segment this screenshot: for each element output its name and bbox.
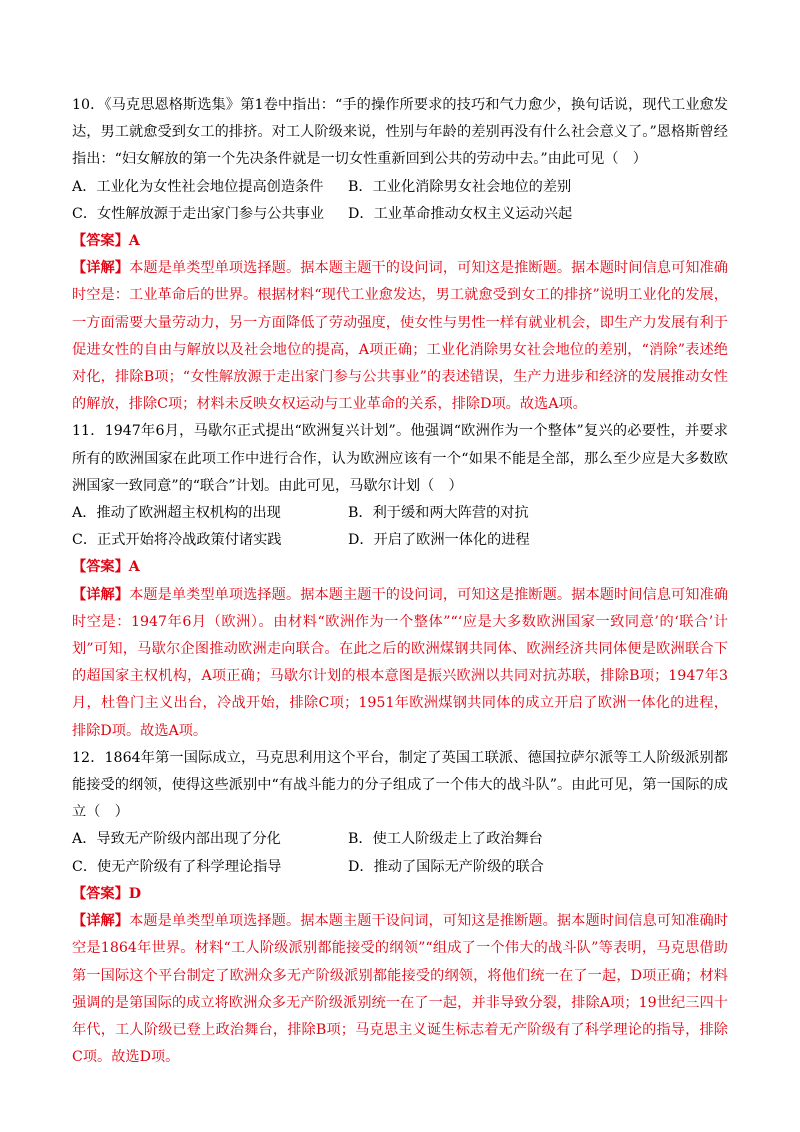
explanation	[72, 255, 728, 418]
explanation-text: 本题是单类型单项选择题。据本题主题干设问词，可知这是推断题。据本题时间信息可知准确时空是1864年世界。材料“工人阶级派别都能接受的纲领”“组成了一个伟大的战斗队”等表明，马克思借助第一国际这个平台制定了欧洲众多无产阶级派别都能接受的纲领，将他们统一在了一起，D项正确；材料强调的是第国际的成立将欧洲众多无产阶级派别统一在了一起，并非导致分裂，排除A项；19世纪三四十年代，工人阶级已登上政治舞台，排除B项；马克思主义诞生标志着无产阶级有了科学理论的指导，排除C项。故选D项。	[72, 913, 728, 1066]
explanation	[72, 582, 728, 745]
option-b: B．利于缓和两大阵营的对抗	[348, 505, 529, 522]
option-d: D．开启了欧洲一体化的进程	[348, 532, 530, 549]
answer-line	[72, 554, 728, 581]
option-a: A．导致无产阶级内部出现了分化	[72, 831, 281, 848]
question-11	[72, 418, 728, 744]
option-list	[72, 500, 728, 554]
explanation-text: 本题是单类型单项选择题。据本题主题干的设问词，可知这是推断题。据本题时间信息可知准确时空是：1947年6月（欧洲）。由材料“欧洲作为一个整体”“‘应是大多数欧洲国家一致同意’的‘联合’计划”可知，马歇尔企图推动欧洲走向联合。在此之后的欧洲煤钢共同体、欧洲经济共同体便是欧洲联合下的超国家主权机构，A项正确；马歇尔计划的根本意图是振兴欧洲以共同对抗苏联，排除B项；1947年3月，杜鲁门主义出台，冷战开始，排除C项；1951年欧洲煤钢共同体的成立开启了欧洲一体化的进程，排除D项。故选A项。	[72, 586, 728, 739]
option-a: A．推动了欧洲超主权机构的出现	[72, 505, 281, 522]
answer-label: 【答案】	[72, 559, 129, 576]
answer-label: 【答案】	[72, 885, 129, 902]
option-a: A．工业化为女性社会地位提高创造条件	[72, 178, 324, 195]
document-page	[72, 92, 728, 1071]
question-stem: 10．《马克思恩格斯选集》第1卷中指出：“手的操作所要求的技巧和气力愈少，换句话说，现代工业愈发达，男工就愈受到女工的排挤。对工人阶级来说，性别与年龄的差别再没有什么社会意义了。”恩格斯曾经指出：“妇女解放的第一个先决条件就是一切女性重新回到公共的劳动中去。”由此可见（ ）	[72, 97, 728, 168]
question-12	[72, 745, 728, 1071]
option-list	[72, 826, 728, 880]
answer-value: D	[128, 885, 142, 902]
answer-value: A	[128, 233, 140, 250]
explanation-label: 【详解】	[72, 913, 130, 930]
answer-label: 【答案】	[72, 233, 129, 250]
option-b: B．使工人阶级走上了政治舞台	[348, 831, 543, 848]
option-c: C．正式开始将冷战政策付诸实践	[72, 532, 282, 549]
answer-value: A	[128, 559, 140, 576]
question-10	[72, 92, 728, 418]
option-c: C．使无产阶级有了科学理论指导	[72, 858, 282, 875]
explanation	[72, 908, 728, 1071]
option-d: D．工业革命推动女权主义运动兴起	[348, 205, 573, 222]
option-b: B．工业化消除男女社会地位的差别	[348, 178, 572, 195]
option-d: D．推动了国际无产阶级的联合	[348, 858, 544, 875]
option-list	[72, 174, 728, 228]
question-stem: 12．1864年第一国际成立，马克思利用这个平台，制定了英国工联派、德国拉萨尔派等工人阶级派别都能接受的纲领，使得这些派别中“有战斗能力的分子组成了一个伟大的战斗队”。由此可见，第一国际的成立（ ）	[72, 749, 728, 821]
explanation-label: 【详解】	[72, 260, 130, 277]
option-c: C．女性解放源于走出家门参与公共事业	[72, 205, 325, 222]
explanation-text: 本题是单类型单项选择题。据本题主题干的设问词，可知这是推断题。据本题时间信息可知准确时空是：工业革命后的世界。根据材料“现代工业愈发达，男工就愈受到女工的排挤”说明工业化的发展，一方面需要大量劳动力，另一方面降低了劳动强度，使女性与男性一样有就业机会，即生产力发展有利于促进女性的自由与解放以及社会地位的提高，A项正确；工业化消除男女社会地位的差别，“消除”表述绝对化，排除B项；“女性解放源于走出家门参与公共事业”的表述错误，生产力进步和经济的发展推动女性的解放，排除C项；材料未反映女权运动与工业革命的关系，排除D项。故选A项。	[72, 260, 728, 413]
explanation-label: 【详解】	[72, 586, 130, 603]
answer-line	[72, 881, 728, 908]
answer-line	[72, 228, 728, 255]
question-stem: 11．1947年6月，马歇尔正式提出“欧洲复兴计划”。他强调“欧洲作为一个整体”复兴的必要性，并要求所有的欧洲国家在此项工作中进行合作，认为欧洲应该有一个“如果不能是全部，那么至少应是大多数欧洲国家一致同意”的“联合”计划。由此可见，马歇尔计划（ ）	[72, 423, 728, 494]
